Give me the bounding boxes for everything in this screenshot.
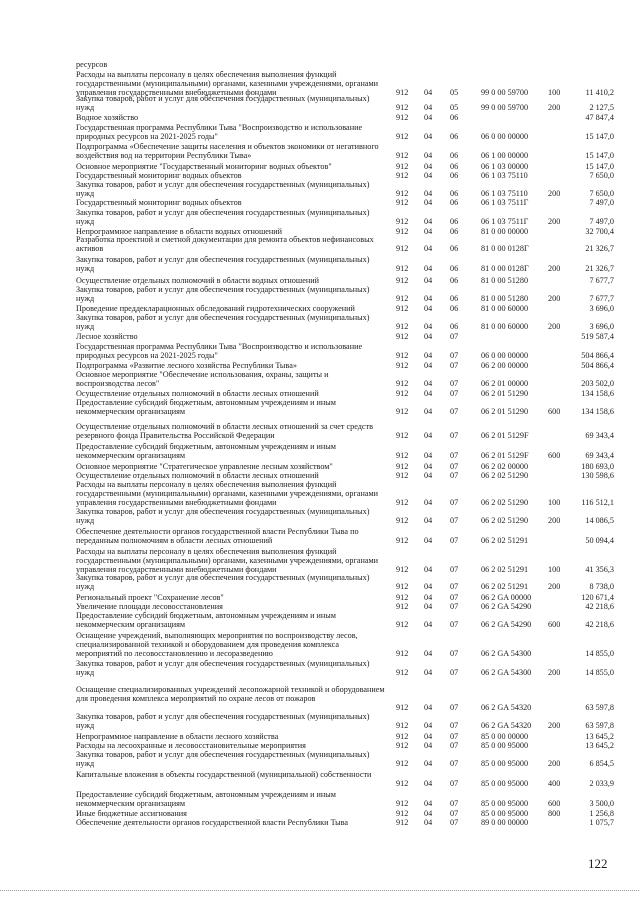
cell-rz: 04 bbox=[424, 350, 433, 360]
cell-cs: 06 2 GA 54320 bbox=[481, 702, 532, 712]
cell-rz: 04 bbox=[424, 462, 433, 471]
cell-rz: 04 bbox=[424, 667, 433, 677]
cell-rz: 04 bbox=[424, 150, 433, 160]
cell-gr: 912 bbox=[396, 667, 409, 677]
cell-pr: 05 bbox=[450, 102, 459, 112]
cell-pr: 07 bbox=[450, 741, 459, 750]
cell-rz: 04 bbox=[424, 188, 433, 198]
cell-vr: 200 bbox=[548, 102, 561, 112]
expense-name: Государственный мониторинг водных объектов bbox=[76, 171, 242, 180]
cell-cs: 85 0 00 95000 bbox=[481, 798, 529, 808]
cell-cs: 85 0 00 95000 bbox=[481, 758, 529, 768]
cell-rz: 04 bbox=[424, 702, 433, 712]
cell-cs: 06 2 GA 54320 bbox=[481, 720, 532, 730]
expense-name: Разработка проектной и сметной документации для ремонта объектов нефинансовых активов bbox=[76, 235, 374, 253]
cell-rz: 04 bbox=[424, 243, 433, 253]
cell-gr: 912 bbox=[396, 293, 409, 303]
cell-sum: 14 086,5 bbox=[585, 515, 614, 525]
cell-rz: 04 bbox=[424, 497, 433, 507]
cell-pr: 07 bbox=[450, 462, 459, 471]
expense-name: Капитальные вложения в объекты государственной (муниципальной) собственности bbox=[76, 770, 372, 779]
expense-name: Предоставление субсидий бюджетным, автономным учреждениям и иным некоммерческим организациям bbox=[76, 398, 336, 416]
expense-name: Расходы на лесоохранные и лесовосстановительные мероприятия bbox=[76, 741, 306, 750]
cell-pr: 07 bbox=[450, 389, 459, 398]
cell-rz: 04 bbox=[424, 809, 433, 818]
cell-pr: 06 bbox=[450, 263, 459, 273]
cell-cs: 06 0 00 00000 bbox=[481, 350, 529, 360]
cell-gr: 912 bbox=[396, 131, 409, 141]
cell-sum: 15 147,0 bbox=[585, 150, 614, 160]
cell-cs: 06 2 02 51290 bbox=[481, 471, 529, 480]
cell-pr: 07 bbox=[450, 809, 459, 818]
cell-gr: 912 bbox=[396, 243, 409, 253]
expense-name: Лесное хозяйство bbox=[76, 332, 138, 341]
cell-rz: 04 bbox=[424, 450, 433, 460]
cell-rz: 04 bbox=[424, 304, 433, 313]
cell-pr: 06 bbox=[450, 131, 459, 141]
cell-pr: 07 bbox=[450, 406, 459, 416]
cell-vr: 600 bbox=[548, 406, 561, 416]
cell-cs: 06 2 01 5129F bbox=[481, 450, 529, 460]
expense-name: Закупка товаров, работ и услуг для обеспечения государственных (муниципальных) нужд bbox=[76, 180, 370, 198]
cell-sum: 14 855,0 bbox=[585, 648, 614, 658]
cell-rz: 04 bbox=[424, 276, 433, 285]
cell-sum: 41 356,3 bbox=[585, 564, 614, 574]
cell-pr: 07 bbox=[450, 593, 459, 602]
cell-vr: 100 bbox=[548, 87, 561, 97]
cell-pr: 06 bbox=[450, 113, 459, 122]
cell-gr: 912 bbox=[396, 113, 409, 122]
cell-sum: 7 497,0 bbox=[589, 198, 614, 207]
cell-gr: 912 bbox=[396, 619, 409, 629]
cell-gr: 912 bbox=[396, 702, 409, 712]
cell-gr: 912 bbox=[396, 150, 409, 160]
expense-name: Обеспечение деятельности органов государственной власти Республики Тыва по переданным полномочиям в области лесных отношений bbox=[76, 527, 359, 545]
cell-rz: 04 bbox=[424, 741, 433, 750]
cell-sum: 1 256,8 bbox=[589, 809, 614, 818]
cell-pr: 06 bbox=[450, 188, 459, 198]
cell-vr: 400 bbox=[548, 778, 561, 788]
cell-rz: 04 bbox=[424, 361, 433, 370]
expense-name: Расходы на выплаты персоналу в целях обеспечения выполнения функций государственными (муниципальными) органами, казенными учреждениями, органами управления государственными внебюджетными фондами bbox=[76, 547, 379, 574]
cell-rz: 04 bbox=[424, 818, 433, 827]
cell-vr: 200 bbox=[548, 515, 561, 525]
cell-rz: 04 bbox=[424, 378, 433, 388]
cell-sum: 47 847,4 bbox=[585, 113, 614, 122]
cell-vr: 200 bbox=[548, 720, 561, 730]
expense-name: ресурсов bbox=[76, 60, 108, 69]
cell-rz: 04 bbox=[424, 535, 433, 545]
cell-gr: 912 bbox=[396, 809, 409, 818]
expense-name: Региональный проект "Сохранение лесов" bbox=[76, 593, 224, 602]
cell-sum: 130 598,6 bbox=[581, 471, 614, 480]
cell-gr: 912 bbox=[396, 430, 409, 440]
cell-pr: 07 bbox=[450, 430, 459, 440]
cell-rz: 04 bbox=[424, 332, 433, 341]
cell-pr: 07 bbox=[450, 758, 459, 768]
cell-pr: 06 bbox=[450, 276, 459, 285]
cell-rz: 04 bbox=[424, 471, 433, 480]
cell-rz: 04 bbox=[424, 263, 433, 273]
cell-gr: 912 bbox=[396, 162, 409, 171]
cell-sum: 15 147,0 bbox=[585, 131, 614, 141]
cell-vr: 200 bbox=[548, 321, 561, 331]
cell-sum: 14 855,0 bbox=[585, 667, 614, 677]
cell-cs: 89 0 00 00000 bbox=[481, 818, 529, 827]
cell-gr: 912 bbox=[396, 227, 409, 236]
cell-gr: 912 bbox=[396, 198, 409, 207]
expense-name: Водное хозяйство bbox=[76, 113, 139, 122]
expense-name: Иные бюджетные ассигнования bbox=[76, 809, 187, 818]
expense-name: Закупка товаров, работ и услуг для обеспечения государственных (муниципальных) нужд bbox=[76, 659, 370, 677]
cell-gr: 912 bbox=[396, 798, 409, 808]
cell-rz: 04 bbox=[424, 162, 433, 171]
cell-rz: 04 bbox=[424, 593, 433, 602]
cell-cs: 06 2 GA 54290 bbox=[481, 619, 532, 629]
cell-sum: 69 343,4 bbox=[585, 450, 614, 460]
cell-pr: 07 bbox=[450, 581, 459, 591]
cell-gr: 912 bbox=[396, 389, 409, 398]
cell-rz: 04 bbox=[424, 602, 433, 611]
cell-cs: 99 0 00 59700 bbox=[481, 87, 529, 97]
cell-rz: 04 bbox=[424, 198, 433, 207]
cell-pr: 07 bbox=[450, 350, 459, 360]
cell-rz: 04 bbox=[424, 619, 433, 629]
cell-gr: 912 bbox=[396, 818, 409, 827]
expense-name: Закупка товаров, работ и услуг для обеспечения государственных (муниципальных) нужд bbox=[76, 712, 370, 730]
expense-name: Государственная программа Республики Тыва "Воспроизводство и использование природных ресурсов на 2021-2025 годы" bbox=[76, 123, 363, 141]
cell-cs: 06 2 GA 54300 bbox=[481, 667, 532, 677]
cell-vr: 200 bbox=[548, 188, 561, 198]
cell-gr: 912 bbox=[396, 304, 409, 313]
cell-sum: 42 218,6 bbox=[585, 619, 614, 629]
cell-vr: 200 bbox=[548, 293, 561, 303]
cell-vr: 200 bbox=[548, 758, 561, 768]
cell-gr: 912 bbox=[396, 263, 409, 273]
cell-sum: 116 512,1 bbox=[581, 497, 614, 507]
cell-sum: 504 866,4 bbox=[581, 350, 614, 360]
cell-rz: 04 bbox=[424, 216, 433, 226]
expense-name: Предоставление субсидий бюджетным, автономным учреждениям и иным некоммерческим организациям bbox=[76, 611, 336, 629]
cell-gr: 912 bbox=[396, 471, 409, 480]
scan-edge-line bbox=[0, 890, 639, 891]
cell-cs: 81 0 00 00000 bbox=[481, 227, 529, 236]
cell-pr: 07 bbox=[450, 702, 459, 712]
cell-cs: 81 0 00 60000 bbox=[481, 321, 529, 331]
cell-cs: 85 0 00 95000 bbox=[481, 778, 529, 788]
cell-gr: 912 bbox=[396, 535, 409, 545]
cell-cs: 06 1 03 75110 bbox=[481, 171, 528, 180]
cell-rz: 04 bbox=[424, 758, 433, 768]
cell-cs: 06 1 03 00000 bbox=[481, 162, 529, 171]
cell-pr: 06 bbox=[450, 227, 459, 236]
cell-sum: 11 410,2 bbox=[585, 87, 614, 97]
cell-pr: 06 bbox=[450, 243, 459, 253]
expense-name: Оснащение учреждений, выполняющих мероприятия по воспроизводству лесов, специализированной техникой и оборудованием для проведения комплекса мероприятий по лесовосстановлению и лесоразведению bbox=[76, 631, 358, 658]
cell-cs: 99 0 00 59700 bbox=[481, 102, 529, 112]
cell-gr: 912 bbox=[396, 741, 409, 750]
expense-name: Непрограммное направление в области водных отношений bbox=[76, 227, 283, 236]
cell-pr: 07 bbox=[450, 535, 459, 545]
expense-name: Осуществление отдельных полномочий в области лесных отношений bbox=[76, 471, 319, 480]
expense-name: Основное мероприятие "Обеспечение использования, охраны, защиты и воспроизводства лесов" bbox=[76, 370, 329, 388]
expense-name: Основное мероприятие "Стратегическое управление лесным хозяйством" bbox=[76, 462, 333, 471]
cell-cs: 06 2 01 51290 bbox=[481, 406, 529, 416]
cell-gr: 912 bbox=[396, 378, 409, 388]
cell-cs: 06 2 02 51290 bbox=[481, 515, 529, 525]
cell-pr: 07 bbox=[450, 648, 459, 658]
cell-gr: 912 bbox=[396, 581, 409, 591]
cell-rz: 04 bbox=[424, 131, 433, 141]
page-number: 122 bbox=[588, 856, 608, 871]
cell-cs: 06 2 01 5129F bbox=[481, 430, 529, 440]
cell-pr: 07 bbox=[450, 497, 459, 507]
cell-cs: 06 2 01 51290 bbox=[481, 389, 529, 398]
cell-cs: 06 0 00 00000 bbox=[481, 131, 529, 141]
cell-sum: 7 677,7 bbox=[589, 276, 614, 285]
cell-gr: 912 bbox=[396, 87, 409, 97]
cell-cs: 85 0 00 95000 bbox=[481, 809, 529, 818]
cell-gr: 912 bbox=[396, 720, 409, 730]
cell-sum: 2 127,5 bbox=[589, 102, 614, 112]
cell-cs: 06 2 GA 54300 bbox=[481, 648, 532, 658]
cell-sum: 519 587,4 bbox=[581, 332, 614, 341]
expense-name: Закупка товаров, работ и услуг для обеспечения государственных (муниципальных) нужд bbox=[76, 255, 370, 273]
cell-rz: 04 bbox=[424, 798, 433, 808]
expense-name: Осуществление отдельных полномочий в области водных отношений bbox=[76, 276, 319, 285]
cell-sum: 3 500,0 bbox=[589, 798, 614, 808]
cell-rz: 04 bbox=[424, 227, 433, 236]
cell-gr: 912 bbox=[396, 778, 409, 788]
cell-sum: 134 158,6 bbox=[581, 406, 614, 416]
cell-sum: 203 502,0 bbox=[581, 378, 614, 388]
cell-cs: 06 2 GA 00000 bbox=[481, 593, 532, 602]
cell-cs: 06 1 03 7511Г bbox=[481, 198, 529, 207]
expense-name: Увеличение площади лесовосстановления bbox=[76, 602, 223, 611]
cell-cs: 06 1 03 75110 bbox=[481, 188, 528, 198]
cell-gr: 912 bbox=[396, 648, 409, 658]
cell-pr: 06 bbox=[450, 150, 459, 160]
cell-rz: 04 bbox=[424, 171, 433, 180]
cell-cs: 06 2 02 00000 bbox=[481, 462, 529, 471]
cell-sum: 42 218,6 bbox=[585, 602, 614, 611]
cell-pr: 07 bbox=[450, 778, 459, 788]
expense-name: Подпрограмма «Обеспечение защиты населения и объектов экономики от негативного воздействия вод на территории Республики Тыва» bbox=[76, 142, 379, 160]
cell-cs: 81 0 00 51280 bbox=[481, 293, 529, 303]
cell-vr: 200 bbox=[548, 216, 561, 226]
cell-cs: 06 2 02 51291 bbox=[481, 564, 529, 574]
cell-pr: 07 bbox=[450, 332, 459, 341]
cell-sum: 6 854,5 bbox=[589, 758, 614, 768]
cell-pr: 06 bbox=[450, 198, 459, 207]
cell-pr: 06 bbox=[450, 304, 459, 313]
cell-sum: 7 677,7 bbox=[589, 293, 614, 303]
cell-pr: 07 bbox=[450, 564, 459, 574]
cell-sum: 2 033,9 bbox=[589, 778, 614, 788]
expense-name: Закупка товаров, работ и услуг для обеспечения государственных (муниципальных) нужд bbox=[76, 208, 370, 226]
cell-rz: 04 bbox=[424, 515, 433, 525]
cell-pr: 06 bbox=[450, 216, 459, 226]
cell-pr: 07 bbox=[450, 602, 459, 611]
cell-gr: 912 bbox=[396, 361, 409, 370]
cell-pr: 07 bbox=[450, 361, 459, 370]
cell-pr: 07 bbox=[450, 450, 459, 460]
cell-vr: 100 bbox=[548, 497, 561, 507]
expense-name: Основное мероприятие "Государственный мониторинг водных объектов" bbox=[76, 162, 332, 171]
expense-name: Закупка товаров, работ и услуг для обеспечения государственных (муниципальных) нужд bbox=[76, 750, 370, 768]
cell-sum: 63 597,8 bbox=[585, 720, 614, 730]
cell-sum: 69 343,4 bbox=[585, 430, 614, 440]
cell-pr: 06 bbox=[450, 321, 459, 331]
cell-gr: 912 bbox=[396, 602, 409, 611]
cell-cs: 06 2 02 51290 bbox=[481, 497, 529, 507]
cell-rz: 04 bbox=[424, 564, 433, 574]
cell-cs: 81 0 00 51280 bbox=[481, 276, 529, 285]
expense-name: Расходы на выплаты персоналу в целях обеспечения выполнения функций государственными (муниципальными) органами, казенными учреждениями, органами управления государственными внебюджетными фондами bbox=[76, 70, 379, 97]
cell-cs: 06 2 00 00000 bbox=[481, 361, 529, 370]
cell-gr: 912 bbox=[396, 564, 409, 574]
cell-pr: 07 bbox=[450, 515, 459, 525]
expense-name: Обеспечение деятельности органов государственной власти Республики Тыва bbox=[76, 818, 349, 827]
cell-cs: 85 0 00 95000 bbox=[481, 741, 529, 750]
expense-name: Государственная программа Республики Тыва "Воспроизводство и использование природных ресурсов на 2021-2025 годы" bbox=[76, 342, 363, 360]
cell-gr: 912 bbox=[396, 732, 409, 741]
expense-name: Подпрограмма «Развитие лесного хозяйства Республики Тыва» bbox=[76, 361, 297, 370]
cell-vr: 600 bbox=[548, 798, 561, 808]
cell-sum: 21 326,7 bbox=[585, 263, 614, 273]
expense-name: Закупка товаров, работ и услуг для обеспечения государственных (муниципальных) нужд bbox=[76, 507, 370, 525]
cell-pr: 07 bbox=[450, 818, 459, 827]
cell-sum: 3 696,0 bbox=[589, 321, 614, 331]
expense-name: Предоставление субсидий бюджетным, автономным учреждениям и иным некоммерческим организациям bbox=[76, 790, 336, 808]
cell-gr: 912 bbox=[396, 171, 409, 180]
cell-sum: 15 147,0 bbox=[585, 162, 614, 171]
cell-rz: 04 bbox=[424, 732, 433, 741]
expense-name: Закупка товаров, работ и услуг для обеспечения государственных (муниципальных) нужд bbox=[76, 573, 370, 591]
expense-name: Оснащение специализированных учреждений лесопожарной техникой и оборудованием для проведения комплекса мероприятий по охране лесов от пожаров bbox=[76, 685, 385, 703]
cell-pr: 06 bbox=[450, 293, 459, 303]
cell-sum: 7 650,0 bbox=[589, 171, 614, 180]
cell-cs: 06 1 03 7511Г bbox=[481, 216, 529, 226]
cell-gr: 912 bbox=[396, 593, 409, 602]
expense-name: Расходы на выплаты персоналу в целях обеспечения выполнения функций государственными (муниципальными) органами, казенными учреждениями, органами управления государственными внебюджетными фондами bbox=[76, 480, 379, 507]
cell-gr: 912 bbox=[396, 276, 409, 285]
cell-rz: 04 bbox=[424, 321, 433, 331]
cell-sum: 7 497,0 bbox=[589, 216, 614, 226]
cell-gr: 912 bbox=[396, 332, 409, 341]
cell-rz: 04 bbox=[424, 778, 433, 788]
cell-sum: 32 700,4 bbox=[585, 227, 614, 236]
cell-cs: 85 0 00 00000 bbox=[481, 732, 529, 741]
cell-sum: 21 326,7 bbox=[585, 243, 614, 253]
cell-gr: 912 bbox=[396, 462, 409, 471]
cell-rz: 04 bbox=[424, 430, 433, 440]
cell-pr: 07 bbox=[450, 378, 459, 388]
cell-sum: 3 696,0 bbox=[589, 304, 614, 313]
expense-name: Непрограммное направление в области лесного хозяйства bbox=[76, 732, 279, 741]
cell-gr: 912 bbox=[396, 350, 409, 360]
cell-cs: 06 2 02 51291 bbox=[481, 535, 529, 545]
cell-pr: 06 bbox=[450, 171, 459, 180]
expense-name: Осуществление отдельных полномочий в области лесных отношений bbox=[76, 389, 319, 398]
cell-sum: 1 075,7 bbox=[589, 818, 614, 827]
expense-name: Предоставление субсидий бюджетным, автономным учреждениям и иным некоммерческим организациям bbox=[76, 442, 336, 460]
cell-cs: 06 1 00 00000 bbox=[481, 150, 529, 160]
cell-rz: 04 bbox=[424, 389, 433, 398]
cell-gr: 912 bbox=[396, 321, 409, 331]
cell-cs: 06 2 01 00000 bbox=[481, 378, 529, 388]
cell-sum: 120 671,4 bbox=[581, 593, 614, 602]
cell-gr: 912 bbox=[396, 216, 409, 226]
cell-sum: 13 645,2 bbox=[585, 741, 614, 750]
cell-pr: 07 bbox=[450, 471, 459, 480]
cell-vr: 600 bbox=[548, 450, 561, 460]
cell-pr: 07 bbox=[450, 667, 459, 677]
cell-cs: 06 2 02 51291 bbox=[481, 581, 529, 591]
cell-sum: 7 650,0 bbox=[589, 188, 614, 198]
cell-sum: 13 645,2 bbox=[585, 732, 614, 741]
cell-cs: 81 0 00 0128Г bbox=[481, 263, 529, 273]
cell-vr: 100 bbox=[548, 564, 561, 574]
cell-vr: 200 bbox=[548, 667, 561, 677]
cell-gr: 912 bbox=[396, 450, 409, 460]
cell-cs: 06 2 GA 54290 bbox=[481, 602, 532, 611]
cell-vr: 800 bbox=[548, 809, 561, 818]
cell-gr: 912 bbox=[396, 406, 409, 416]
cell-gr: 912 bbox=[396, 758, 409, 768]
expense-name: Закупка товаров, работ и услуг для обеспечения государственных (муниципальных) нужд bbox=[76, 94, 370, 112]
cell-sum: 8 738,0 bbox=[589, 581, 614, 591]
cell-sum: 50 094,4 bbox=[585, 535, 614, 545]
cell-vr: 200 bbox=[548, 263, 561, 273]
cell-rz: 04 bbox=[424, 648, 433, 658]
expense-name: Закупка товаров, работ и услуг для обеспечения государственных (муниципальных) нужд bbox=[76, 285, 370, 303]
cell-sum: 180 693,0 bbox=[581, 462, 614, 471]
cell-pr: 06 bbox=[450, 162, 459, 171]
expense-name: Проведение преддекларационных обследований гидротехнических сооружений bbox=[76, 304, 355, 313]
cell-pr: 07 bbox=[450, 732, 459, 741]
cell-gr: 912 bbox=[396, 497, 409, 507]
cell-rz: 04 bbox=[424, 87, 433, 97]
cell-gr: 912 bbox=[396, 515, 409, 525]
cell-rz: 04 bbox=[424, 102, 433, 112]
cell-vr: 200 bbox=[548, 581, 561, 591]
cell-pr: 07 bbox=[450, 798, 459, 808]
cell-sum: 63 597,8 bbox=[585, 702, 614, 712]
expense-name: Закупка товаров, работ и услуг для обеспечения государственных (муниципальных) нужд bbox=[76, 313, 370, 331]
cell-sum: 134 158,6 bbox=[581, 389, 614, 398]
cell-gr: 912 bbox=[396, 102, 409, 112]
cell-pr: 07 bbox=[450, 619, 459, 629]
cell-pr: 07 bbox=[450, 720, 459, 730]
cell-rz: 04 bbox=[424, 293, 433, 303]
cell-rz: 04 bbox=[424, 113, 433, 122]
cell-rz: 04 bbox=[424, 720, 433, 730]
cell-gr: 912 bbox=[396, 188, 409, 198]
cell-rz: 04 bbox=[424, 581, 433, 591]
cell-rz: 04 bbox=[424, 406, 433, 416]
cell-cs: 81 0 00 0128Г bbox=[481, 243, 529, 253]
cell-cs: 81 0 00 60000 bbox=[481, 304, 529, 313]
expense-name: Осуществление отдельных полномочий в области лесных отношений за счет средств резервного фонда Правительства Российской Федерации bbox=[76, 422, 374, 440]
expense-name: Государственный мониторинг водных объектов bbox=[76, 198, 242, 207]
cell-vr: 600 bbox=[548, 619, 561, 629]
cell-pr: 05 bbox=[450, 87, 459, 97]
cell-sum: 504 866,4 bbox=[581, 361, 614, 370]
